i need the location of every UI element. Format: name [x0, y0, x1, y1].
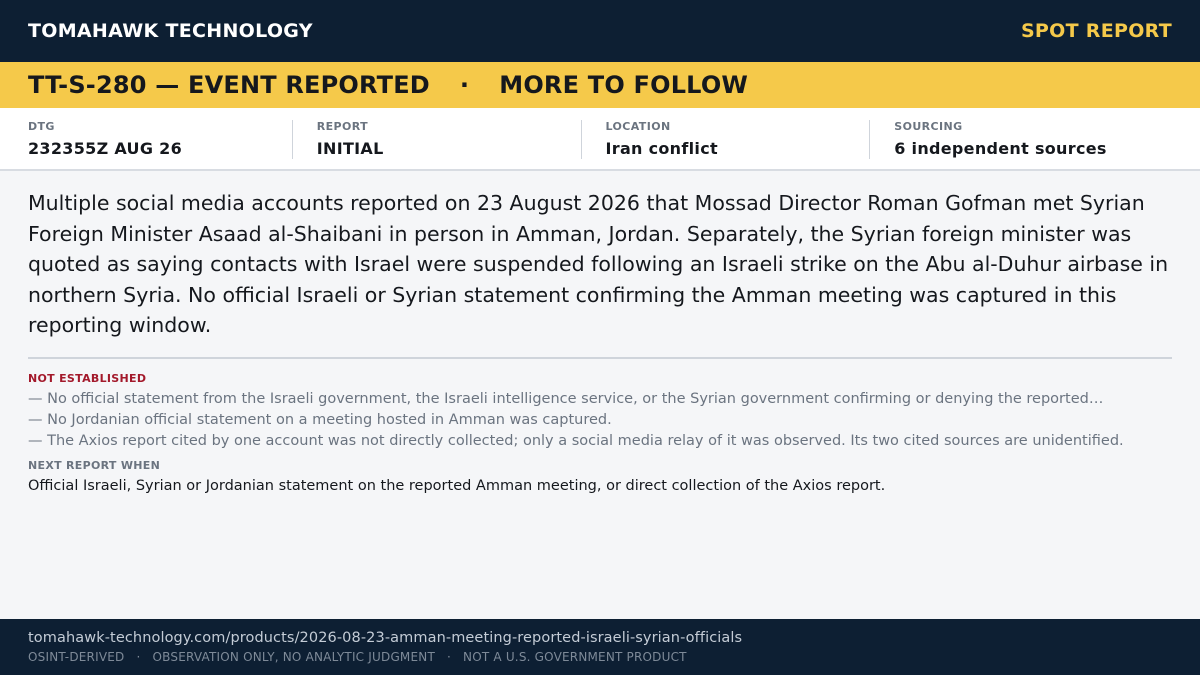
next-report-text: Official Israeli, Syrian or Jordanian statement on the reported Amman meeting, or direct collection of the Axios report.	[28, 478, 886, 494]
list-item: — No official statement from the Israeli government, the Israeli intelligence service, or the Syrian government confirming or denying the reported…	[28, 391, 1104, 407]
meta-location	[595, 120, 884, 169]
meta-dtg	[28, 120, 306, 169]
footer-separator: ·	[447, 650, 452, 664]
report-summary: Multiple social media accounts reported on 23 August 2026 that Mossad Director Roman Gofman met Syrian Foreign Minister Asaad al-Shaibani in person in Amman, Jordan. Separately, the Syrian foreign minister was quoted as saying contacts with Israel were suspended following an Israeli strike on the Abu al-Duhur airbase in northern Syria. No official Israeli or Syrian statement confirming the Amman meeting was captured in this reporting window.	[28, 191, 1169, 337]
meta-label: SOURCING	[894, 120, 963, 133]
footer-note: OBSERVATION ONLY, NO ANALYTIC JUDGMENT	[152, 650, 435, 664]
alert-banner	[0, 62, 1200, 108]
report-id-status: TT-S-280 — EVENT REPORTED	[28, 71, 430, 99]
section-divider	[28, 357, 1172, 359]
meta-report	[306, 120, 595, 169]
footer-note: NOT A U.S. GOVERNMENT PRODUCT	[463, 650, 687, 664]
meta-label: REPORT	[316, 120, 369, 133]
not-established-list	[28, 389, 1178, 452]
meta-label: DTG	[28, 120, 55, 133]
meta-value: 232355Z AUG 26	[28, 139, 183, 158]
meta-sourcing	[883, 120, 1172, 169]
brand-name: TOMAHAWK TECHNOLOGY	[28, 20, 313, 42]
next-report-heading: NEXT REPORT WHEN	[28, 459, 161, 472]
not-established-heading: NOT ESTABLISHED	[28, 372, 147, 385]
list-item: — No Jordanian official statement on a meeting hosted in Amman was captured.	[28, 412, 612, 428]
more-to-follow-label: MORE TO FOLLOW	[499, 71, 749, 99]
top-header-bar	[0, 0, 1200, 62]
meta-value: 6 independent sources	[894, 139, 1107, 158]
footer-separator: ·	[136, 650, 141, 664]
metadata-row	[0, 108, 1200, 171]
footer-note: OSINT-DERIVED	[28, 650, 125, 664]
meta-label: LOCATION	[605, 120, 671, 133]
alert-separator: ·	[459, 71, 470, 99]
footer-disclaimers	[28, 650, 1172, 664]
meta-value: Iran conflict	[605, 139, 718, 158]
report-type-label: SPOT REPORT	[1020, 20, 1172, 42]
footer-url[interactable]: tomahawk-technology.com/products/2026-08-23-amman-meeting-reported-israeli-syrian-officials	[28, 630, 743, 646]
list-item: — The Axios report cited by one account was not directly collected; only a social media relay of it was observed. Its two cited sources are unidentified.	[28, 433, 1124, 449]
footer	[0, 619, 1200, 675]
meta-value: INITIAL	[316, 139, 384, 158]
